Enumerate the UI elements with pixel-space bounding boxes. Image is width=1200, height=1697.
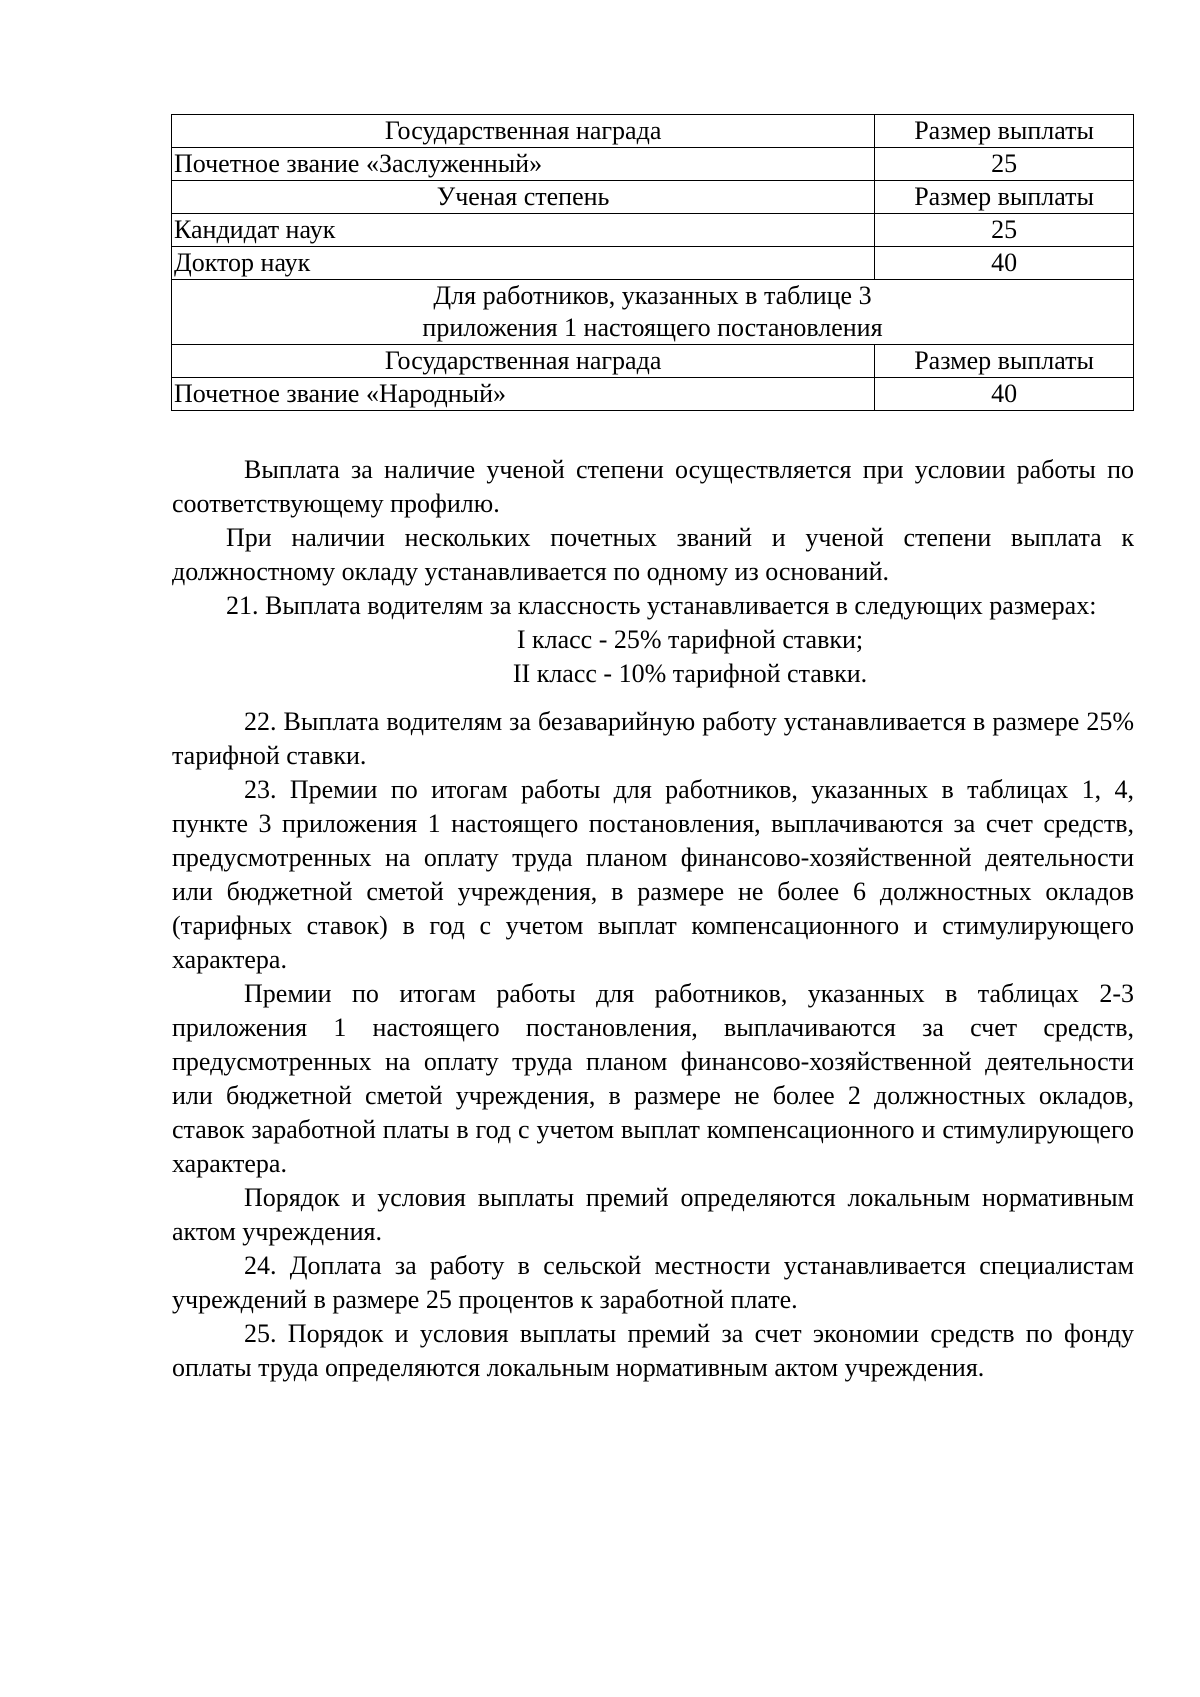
paragraph-22: 22. Выплата водителям за безаварийную работу устанавливается в размере 25% тарифной ставки. [172,707,1134,770]
paragraph-24: 24. Доплата за работу в сельской местности устанавливается специалистам учреждений в размере 25 процентов к заработной плате. [172,1251,1134,1314]
paragraph-23: 23. Премии по итогам работы для работников, указанных в таблицах 1, 4, пункте 3 приложения 1 настоящего постановления, выплачиваются за счет средств, предусмотренных на оплату труда планом финансово-хозяйственной деятельности или бюджетной сметой учреждения, в размере не более 6 должностных окладов (тарифных ставок) в год с учетом выплат компенсационного и стимулирующего характера. [172,775,1134,974]
table-span-cell [172,280,1134,345]
table-cell-name: Почетное звание «Народный» [172,378,875,411]
table-cell-value: 40 [875,378,1134,411]
table-row [172,378,1134,411]
table-span-line-1: Для работников, указанных в таблице 3 [433,281,872,310]
table-header-degree: Ученая степень [172,181,875,214]
table-span-line-2: приложения 1 настоящего постановления [422,313,883,342]
table-header-award: Государственная награда [172,115,875,148]
table-row-span [172,280,1134,345]
table-header-payment: Размер выплаты [875,181,1134,214]
table-row-header [172,181,1134,214]
table-row [172,148,1134,181]
table-row [172,214,1134,247]
table-cell-name: Почетное звание «Заслуженный» [172,148,875,181]
paragraph-procedure: Порядок и условия выплаты премий определяются локальным нормативным актом учреждения. [172,1183,1134,1246]
paragraph-21: 21. Выплата водителям за классность устанавливается в следующих размерах: [226,591,1097,620]
table-row [172,247,1134,280]
table-row-header [172,345,1134,378]
class-2-line: II класс - 10% тарифной ставки. [512,659,868,688]
table-cell-value: 25 [875,214,1134,247]
awards-table [171,114,1134,411]
table-cell-value: 25 [875,148,1134,181]
class-1-line: I класс - 25% тарифной ставки; [516,625,864,654]
paragraph-premiums: Премии по итогам работы для работников, указанных в таблицах 2-3 приложения 1 настоящего постановления, выплачиваются за счет средств, предусмотренных на оплату труда планом финансово-хозяйственной деятельности или бюджетной сметой учреждения, в размере не более 2 должностных окладов, ставок заработной платы в год с учетом выплат компенсационного и стимулирующего характера. [172,979,1134,1178]
paragraph-25: 25. Порядок и условия выплаты премий за счет экономии средств по фонду оплаты труда определяются локальным нормативным актом учреждения. [172,1319,1134,1382]
paragraph-degree-payment: Выплата за наличие ученой степени осуществляется при условии работы по соответствующему профилю. [172,455,1134,518]
table-row-header [172,115,1134,148]
spacer [172,691,1134,705]
table-header-award: Государственная награда [172,345,875,378]
table-header-payment: Размер выплаты [875,115,1134,148]
table-cell-value: 40 [875,247,1134,280]
document-body [172,453,1134,1385]
paragraph-multiple-titles: При наличии нескольких почетных званий и ученой степени выплата к должностному окладу устанавливается по одному из оснований. [172,523,1134,586]
table-header-payment: Размер выплаты [875,345,1134,378]
table-cell-name: Кандидат наук [172,214,875,247]
table-cell-name: Доктор наук [172,247,875,280]
